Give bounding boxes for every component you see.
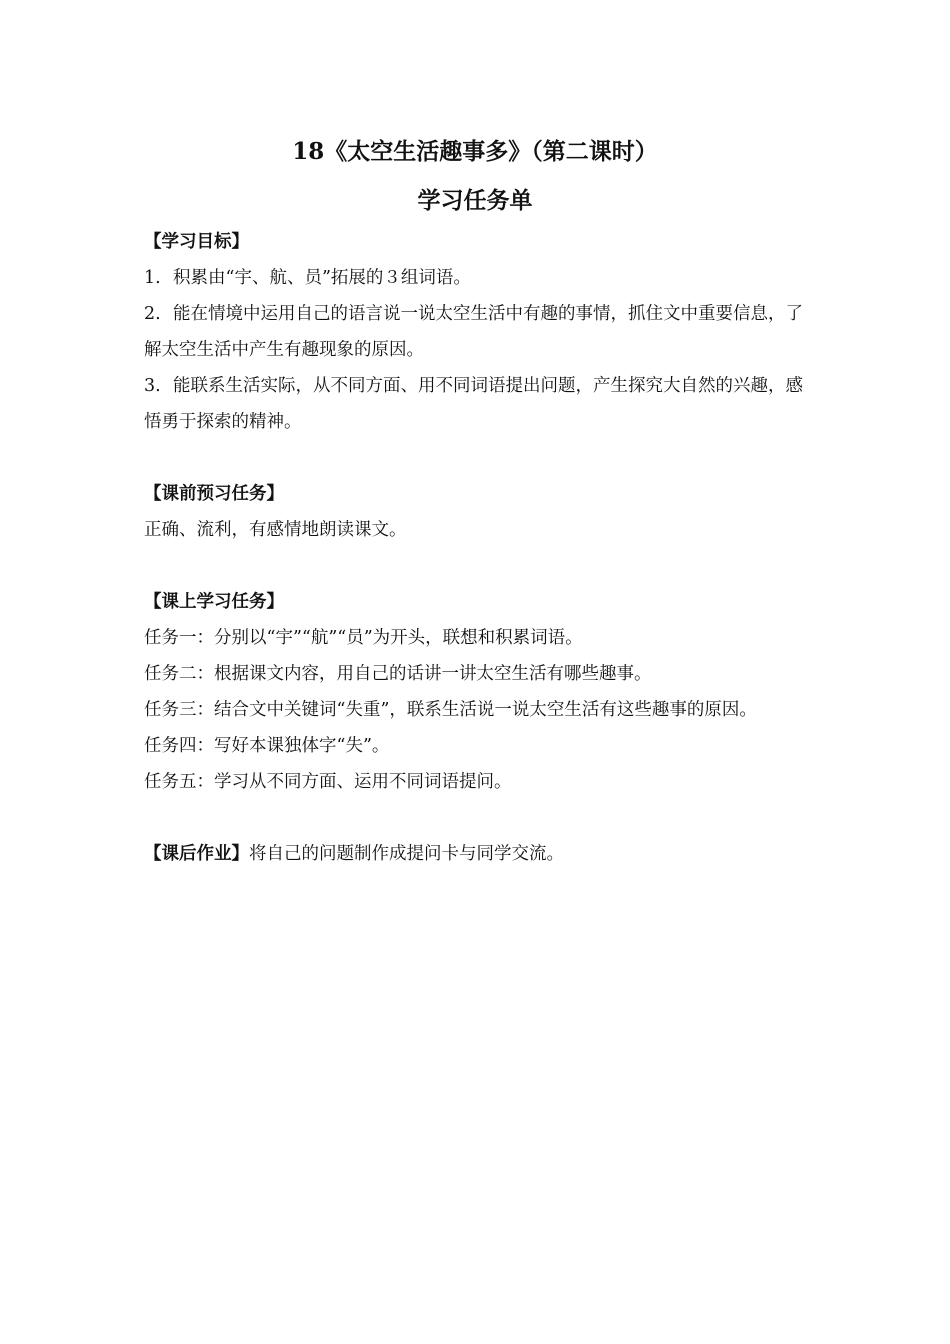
goal-item-1 xyxy=(144,260,814,296)
preview-heading: 【课前预习任务】 xyxy=(144,484,284,504)
goal-number-3: 3. xyxy=(144,376,161,396)
classwork-heading: 【课上学习任务】 xyxy=(144,592,284,612)
task-item-1: 任务一：分别以“宇”“航”“员”为开头，联想和积累词语。 xyxy=(144,628,583,648)
task-item-3: 任务三：结合文中关键词“失重”，联系生活说一说太空生活有这些趣事的原因。 xyxy=(144,700,757,720)
homework-heading: 【课后作业】 xyxy=(144,844,249,864)
goal-number-2: 2. xyxy=(144,304,161,324)
task-item-2: 任务二：根据课文内容，用自己的话讲一讲太空生活有哪些趣事。 xyxy=(144,664,652,684)
document-title: 18《太空生活趣事多》（第二课时） xyxy=(292,138,658,165)
task-item-5: 任务五：学习从不同方面、运用不同词语提问。 xyxy=(144,772,512,792)
goal-text-1: 积累由“宇、航、员”拓展的３组词语。 xyxy=(173,268,471,288)
document-body xyxy=(144,224,814,872)
goal-text-3: 能联系生活实际，从不同方面、用不同词语提出问题，产生探究大自然的兴趣，感悟勇于探索的精神。 xyxy=(144,376,803,432)
section-spacer xyxy=(144,548,814,584)
homework-line xyxy=(144,836,814,872)
goal-text-2: 能在情境中运用自己的语言说一说太空生活中有趣的事情，抓住文中重要信息，了解太空生活中产生有趣现象的原因。 xyxy=(144,304,803,360)
goals-heading: 【学习目标】 xyxy=(144,232,249,252)
goal-number-1: 1. xyxy=(144,268,161,288)
homework-text: 将自己的问题制作成提问卡与同学交流。 xyxy=(249,844,564,864)
document-subtitle: 学习任务单 xyxy=(417,187,533,214)
task-item-4: 任务四：写好本课独体字“失”。 xyxy=(144,736,390,756)
section-spacer xyxy=(144,440,814,476)
goal-item-2 xyxy=(144,296,814,368)
preview-text: 正确、流利，有感情地朗读课文。 xyxy=(144,520,407,540)
goal-item-3 xyxy=(144,368,814,440)
section-spacer xyxy=(144,800,814,836)
